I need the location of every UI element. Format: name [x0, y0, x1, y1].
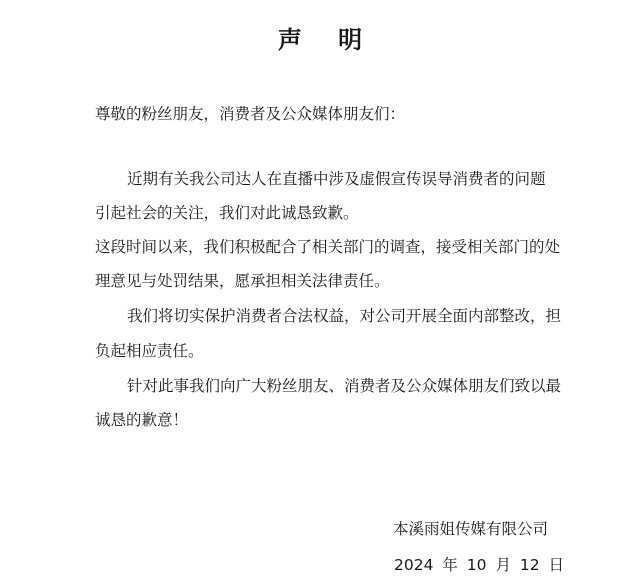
- document-title: 声 明: [277, 26, 377, 54]
- signature-date: 2024 年 10 月 12 日: [394, 556, 565, 574]
- salutation: 尊敬的粉丝朋友，消费者及公众媒体朋友们：: [95, 105, 406, 123]
- signature-company: 本溪雨姐传媒有限公司: [393, 520, 549, 538]
- paragraph-3-line-2: 负起相应责任。: [95, 342, 204, 360]
- paragraph-4-line-1: 针对此事我们向广大粉丝朋友、消费者及公众媒体朋友们致以最: [127, 377, 562, 395]
- paragraph-4-line-2: 诚恳的歉意！: [95, 411, 189, 429]
- paragraph-3-line-1: 我们将切实保护消费者合法权益，对公司开展全面内部整改，担: [127, 307, 562, 325]
- paragraph-2-line-1: 这段时间以来，我们积极配合了相关部门的调查，接受相关部门的处: [95, 238, 561, 256]
- paragraph-2-line-2: 理意见与处罚结果，愿承担相关法律责任。: [95, 272, 390, 290]
- paragraph-1-line-2: 引起社会的关注，我们对此诚恳致歉。: [95, 204, 359, 222]
- paragraph-1-line-1: 近期有关我公司达人在直播中涉及虚假宣传误导消费者的问题: [127, 170, 546, 188]
